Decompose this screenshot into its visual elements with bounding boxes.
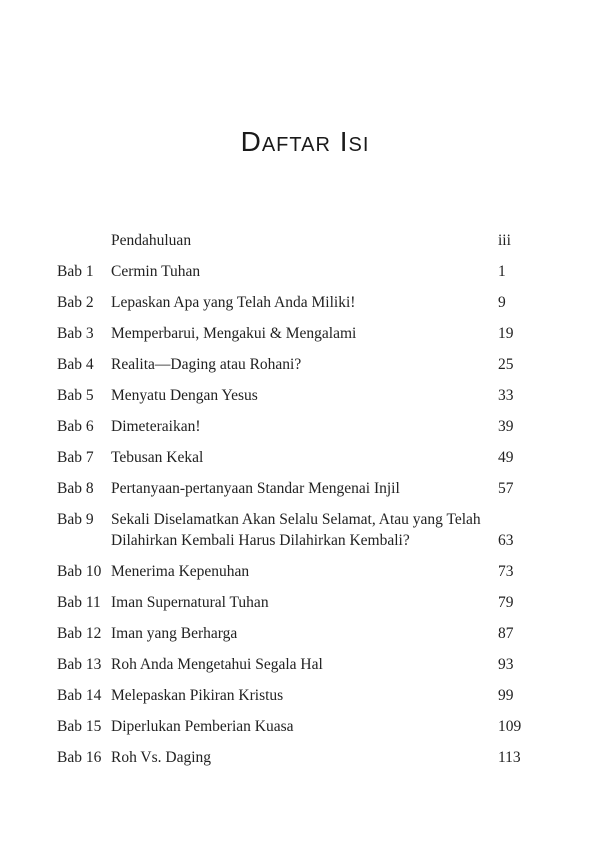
toc-entry-title: Lepaskan Apa yang Telah Anda Miliki! (111, 294, 356, 311)
toc-chapter-label: Bab 1 (57, 263, 94, 280)
toc-chapter-label: Bab 3 (57, 325, 94, 342)
toc-entry (57, 385, 537, 406)
toc-page-number: 1 (498, 263, 506, 280)
toc-chapter-label: Bab 14 (57, 687, 102, 704)
toc-chapter-label: Bab 2 (57, 294, 94, 311)
toc-entry-title: Pertanyaan-pertanyaan Standar Mengenai Injil (111, 480, 400, 497)
toc-page-number: 63 (498, 532, 514, 549)
toc-entry-title: Pendahuluan (111, 232, 192, 249)
toc-chapter-label: Bab 10 (57, 563, 102, 580)
toc-entry (57, 416, 537, 437)
toc-entry (57, 230, 537, 251)
toc-chapter-label: Bab 15 (57, 718, 102, 735)
toc-chapter-label: Bab 4 (57, 356, 94, 373)
toc-entry (57, 623, 537, 644)
toc-chapter-label: Bab 8 (57, 480, 94, 497)
toc-entry-title: Iman Supernatural Tuhan (111, 594, 269, 611)
toc-entry (57, 592, 537, 613)
toc-entry-title: Roh Anda Mengetahui Segala Hal (111, 656, 323, 673)
toc-entry-title: Menyatu Dengan Yesus (111, 387, 258, 404)
toc-chapter-label: Bab 11 (57, 594, 101, 611)
toc-entry-title: Memperbarui, Mengakui & Mengalami (111, 325, 357, 342)
toc-page-number: 57 (498, 480, 514, 497)
toc-page-number: 99 (498, 687, 514, 704)
toc-entry-title: Diperlukan Pemberian Kuasa (111, 718, 294, 735)
toc-entry (57, 654, 537, 675)
page-title: Daftar Isi (240, 126, 370, 157)
toc-page-number: 33 (498, 387, 514, 404)
toc-entry-title: Cermin Tuhan (111, 263, 201, 280)
toc-chapter-label: Bab 12 (57, 625, 102, 642)
toc-chapter-label: Bab 16 (57, 749, 102, 766)
toc-chapter-label: Bab 5 (57, 387, 94, 404)
toc-entry (57, 509, 537, 551)
toc-entry (57, 447, 537, 468)
toc-entry (57, 685, 537, 706)
toc-page-number: 25 (498, 356, 514, 373)
toc-chapter-label: Bab 13 (57, 656, 102, 673)
toc-page-number: 93 (498, 656, 514, 673)
toc-entry (57, 478, 537, 499)
toc-entry-title: Sekali Diselamatkan Akan Selalu Selamat, Atau yang Telah Dilahirkan Kembali Harus Dilahirkan Kembali? (111, 511, 481, 549)
table-of-contents (57, 230, 537, 778)
toc-page-number: 49 (498, 449, 514, 466)
toc-chapter-label: Bab 6 (57, 418, 94, 435)
toc-entry (57, 354, 537, 375)
toc-page-number: 87 (498, 625, 514, 642)
toc-page-number: 19 (498, 325, 514, 342)
toc-entry (57, 747, 537, 768)
toc-page-number: 113 (498, 749, 521, 766)
toc-entry-title: Dimeteraikan! (111, 418, 201, 435)
toc-entry (57, 323, 537, 344)
toc-entry-title: Tebusan Kekal (111, 449, 204, 466)
toc-page-number: 109 (498, 718, 522, 735)
toc-entry-title: Melepaskan Pikiran Kristus (111, 687, 284, 704)
toc-entry-title: Realita—Daging atau Rohani? (111, 356, 302, 373)
toc-page-number: 9 (498, 294, 506, 311)
toc-entry-title: Menerima Kepenuhan (111, 563, 250, 580)
toc-entry-title: Iman yang Berharga (111, 625, 238, 642)
toc-entry (57, 261, 537, 282)
toc-entry (57, 292, 537, 313)
toc-page-number: 39 (498, 418, 514, 435)
toc-chapter-label: Bab 9 (57, 511, 94, 528)
toc-page-number: iii (498, 232, 511, 249)
toc-entry (57, 561, 537, 582)
toc-entry (57, 716, 537, 737)
toc-entry-title: Roh Vs. Daging (111, 749, 212, 766)
toc-chapter-label: Bab 7 (57, 449, 94, 466)
toc-page-number: 79 (498, 594, 514, 611)
toc-page-number: 73 (498, 563, 514, 580)
